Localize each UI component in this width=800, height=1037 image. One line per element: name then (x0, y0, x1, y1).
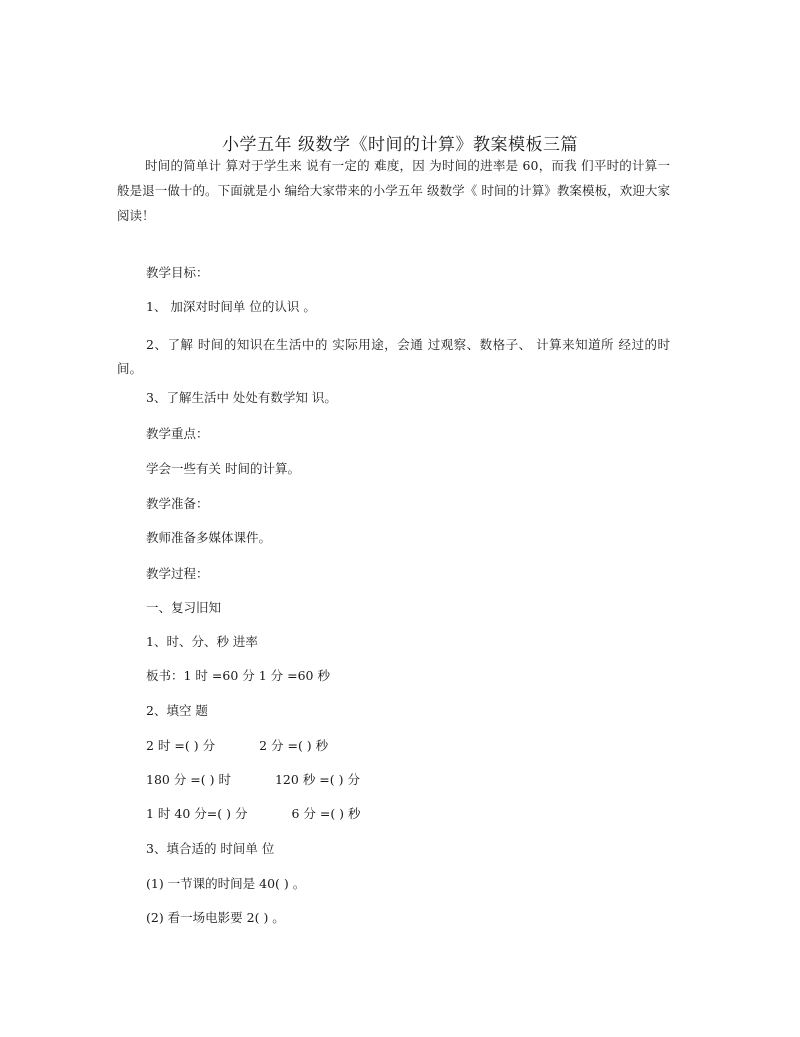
board-text: 板书：1 时 =60 分 1 分 =60 秒 (146, 668, 330, 683)
prep-text: 教师准备多媒体课件。 (146, 530, 272, 545)
goal-item-1: 1、 加深对时间单 位的认识 。 (146, 299, 316, 314)
prep-heading: 教学准备： (146, 496, 209, 511)
fill-item: 120 秒 =( ) 分 (274, 772, 360, 787)
focus-heading: 教学重点： (146, 426, 209, 441)
fill-item: 2 时 =( ) 分 (146, 738, 216, 753)
goal-item-3: 3、了解生活中 处处有数学知 识。 (146, 390, 337, 405)
process-heading: 教学过程： (146, 566, 209, 581)
goal-item-2: 2、了解 时间的知识在生活中的 实际用途，会通 过观察、数格子、 计算来知道所 经过的时间。 (117, 337, 670, 376)
fill-row-1 (146, 737, 328, 755)
unit-item-2: (2) 看一场电影要 2( ) 。 (146, 910, 285, 925)
document-title: 小学五年 级数学《时间的计算》教案模板三篇 (222, 135, 578, 155)
fill-item: 2 分 =( ) 秒 (259, 738, 329, 753)
unit-item-1: (1) 一节课的时间是 40( ) 。 (146, 876, 306, 891)
fill-row-3 (146, 805, 361, 823)
review-heading: 一、复习旧知 (146, 600, 222, 615)
fill-item: 1 时 40 分=( ) 分 (146, 806, 248, 821)
fill-heading: 2、填空 题 (146, 703, 208, 718)
focus-text: 学会一些有关 时间的计算。 (146, 461, 300, 476)
unit-heading: 3、填合适的 时间单 位 (146, 841, 275, 856)
goal-heading: 教学目标： (146, 265, 209, 280)
intro-paragraph: 时间的简单计 算对于学生来 说有一定的 难度，因 为时间的进率是 60，而我 们平时的计算一般是退一做十的。下面就是小 编给大家带来的小学五年 级数学《 时间的计算》教案模板，欢迎大家 阅读！ (117, 158, 670, 223)
rate-heading: 1、时、分、秒 进率 (146, 634, 258, 649)
fill-item: 6 分 =( ) 秒 (291, 806, 361, 821)
fill-row-2 (146, 771, 360, 789)
fill-item: 180 分 =( ) 时 (146, 772, 231, 787)
